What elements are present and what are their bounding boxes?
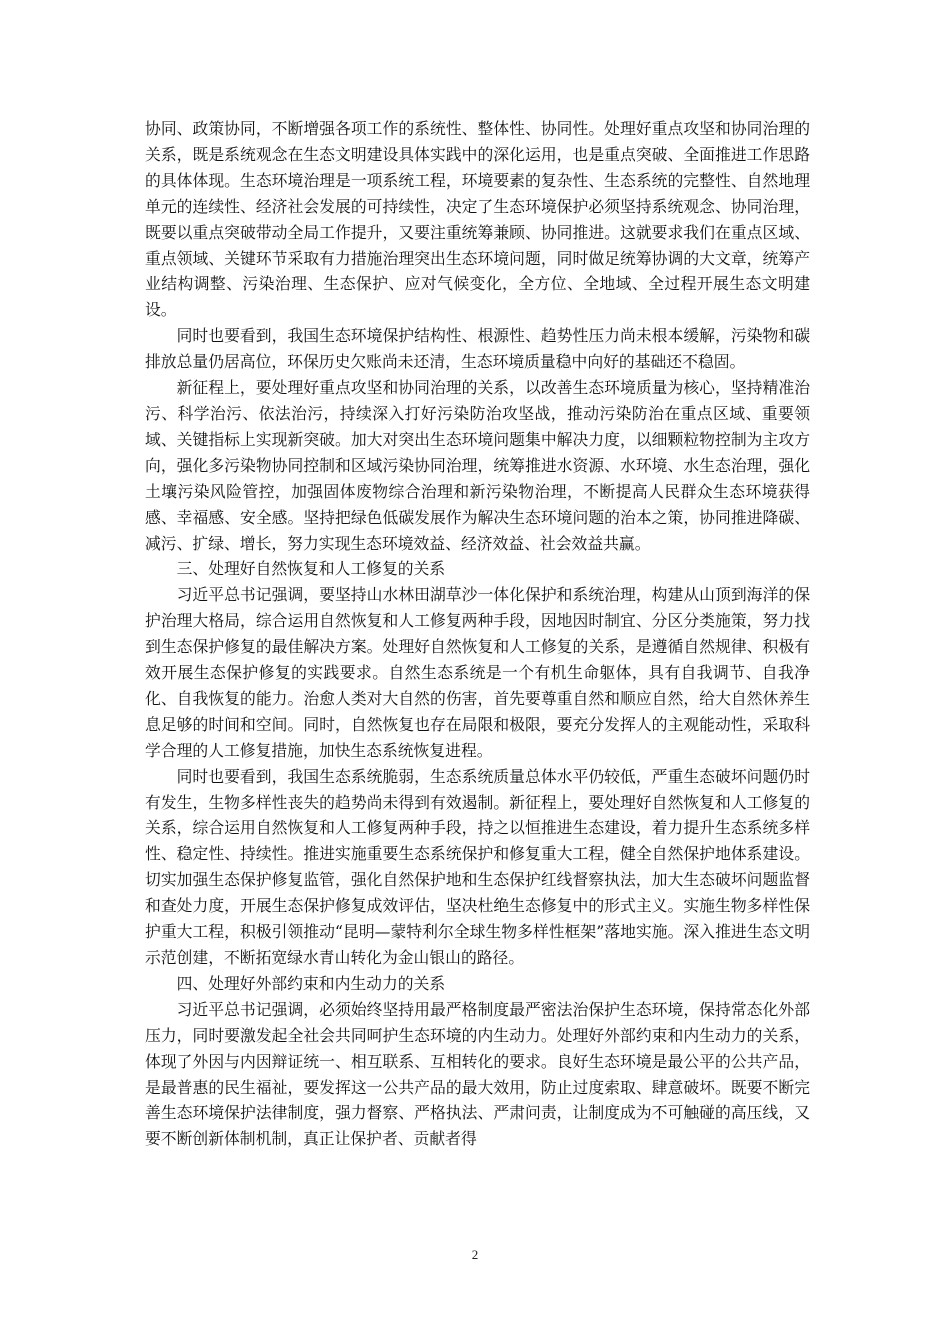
section-heading-3: 三、处理好自然恢复和人工修复的关系 (176, 559, 446, 579)
page-number: 2 (471, 1247, 479, 1262)
paragraph-2: 同时也要看到，我国生态环境保护结构性、根源性、趋势性压力尚未根本缓解，污染物和碳排放总量仍居高位，环保历史欠账尚未还清，生态环境质量稳中向好的基础还不稳固。 (145, 326, 810, 372)
paragraph-3: 新征程上，要处理好重点攻坚和协同治理的关系，以改善生态环境质量为核心，坚持精准治污、科学治污、依法治污，持续深入打好污染防治攻坚战，推动污染防治在重点区域、重要领域、关键指标上实现新突破。加大对突出生态环境问题集中解决力度，以细颗粒物控制为主攻方向，强化多污染物协同控制和区域污染协同治理，统筹推进水资源、水环境、水生态治理，强化土壤污染风险管控，加强固体废物综合治理和新污染物治理，不断提高人民群众生态环境获得感、幸福感、安全感。坚持把绿色低碳发展作为解决生态环境问题的治本之策，协同推进降碳、减污、扩绿、增长，努力实现生态环境效益、经济效益、社会效益共赢。 (145, 378, 810, 553)
paragraph-4: 习近平总书记强调，要坚持山水林田湖草沙一体化保护和系统治理，构建从山顶到海洋的保护治理大格局，综合运用自然恢复和人工修复两种手段，因地因时制宜、分区分类施策，努力找到生态保护修复的最佳解决方案。处理好自然恢复和人工修复的关系，是遵循自然规律、积极有效开展生态保护修复的实践要求。自然生态系统是一个有机生命躯体，具有自我调节、自我净化、自我恢复的能力。治愈人类对大自然的伤害，首先要尊重自然和顺应自然，给大自然休养生息足够的时间和空间。同时，自然恢复也存在局限和极限，要充分发挥人的主观能动性，采取科学合理的人工修复措施，加快生态系统恢复进程。 (145, 585, 810, 760)
section-heading-4: 四、处理好外部约束和内生动力的关系 (176, 973, 446, 993)
paragraph-6: 习近平总书记强调，必须始终坚持用最严格制度最严密法治保护生态环境，保持常态化外部压力，同时要激发起全社会共同呵护生态环境的内生动力。处理好外部约束和内生动力的关系，体现了外因与内因辩证统一、相互联系、互相转化的要求。良好生态环境是最公平的公共产品，是最普惠的民生福祉，要发挥这一公共产品的最大效用，防止过度索取、肆意破坏。既要不断完善生态环境保护法律制度，强力督察、严格执法、严肃问责，让制度成为不可触碰的高压线，又要不断创新体制机制，真正让保护者、贡献者得 (145, 999, 810, 1149)
paragraph-5: 同时也要看到，我国生态系统脆弱，生态系统质量总体水平仍较低，严重生态破坏问题仍时有发生，生物多样性丧失的趋势尚未得到有效遏制。新征程上，要处理好自然恢复和人工修复的关系，综合运用自然恢复和人工修复两种手段，持之以恒推进生态建设，着力提升生态系统多样性、稳定性、持续性。推进实施重要生态系统保护和修复重大工程，健全自然保护地体系建设。切实加强生态保护修复监管，强化自然保护地和生态保护红线督察执法，加大生态破坏问题监督和查处力度，开展生态保护修复成效评估，坚决杜绝生态修复中的形式主义。实施生物多样性保护重大工程，积极引领推动“昆明—蒙特利尔全球生物多样性框架”落地实施。深入推进生态文明示范创建，不断拓宽绿水青山转化为金山银山的路径。 (145, 766, 810, 967)
document-body (145, 116, 810, 1152)
paragraph-1: 协同、政策协同，不断增强各项工作的系统性、整体性、协同性。处理好重点攻坚和协同治理的关系，既是系统观念在生态文明建设具体实践中的深化运用，也是重点突破、全面推进工作思路的具体体现。生态环境治理是一项系统工程，环境要素的复杂性、生态系统的完整性、自然地理单元的连续性、经济社会发展的可持续性，决定了生态环境保护必须坚持系统观念、协同治理，既要以重点突破带动全局工作提升，又要注重统筹兼顾、协同推进。这就要求我们在重点区域、重点领域、关键环节采取有力措施治理突出生态环境问题，同时做足统筹协调的大文章，统筹产业结构调整、污染治理、生态保护、应对气候变化，全方位、全地域、全过程开展生态文明建设。 (145, 119, 810, 320)
